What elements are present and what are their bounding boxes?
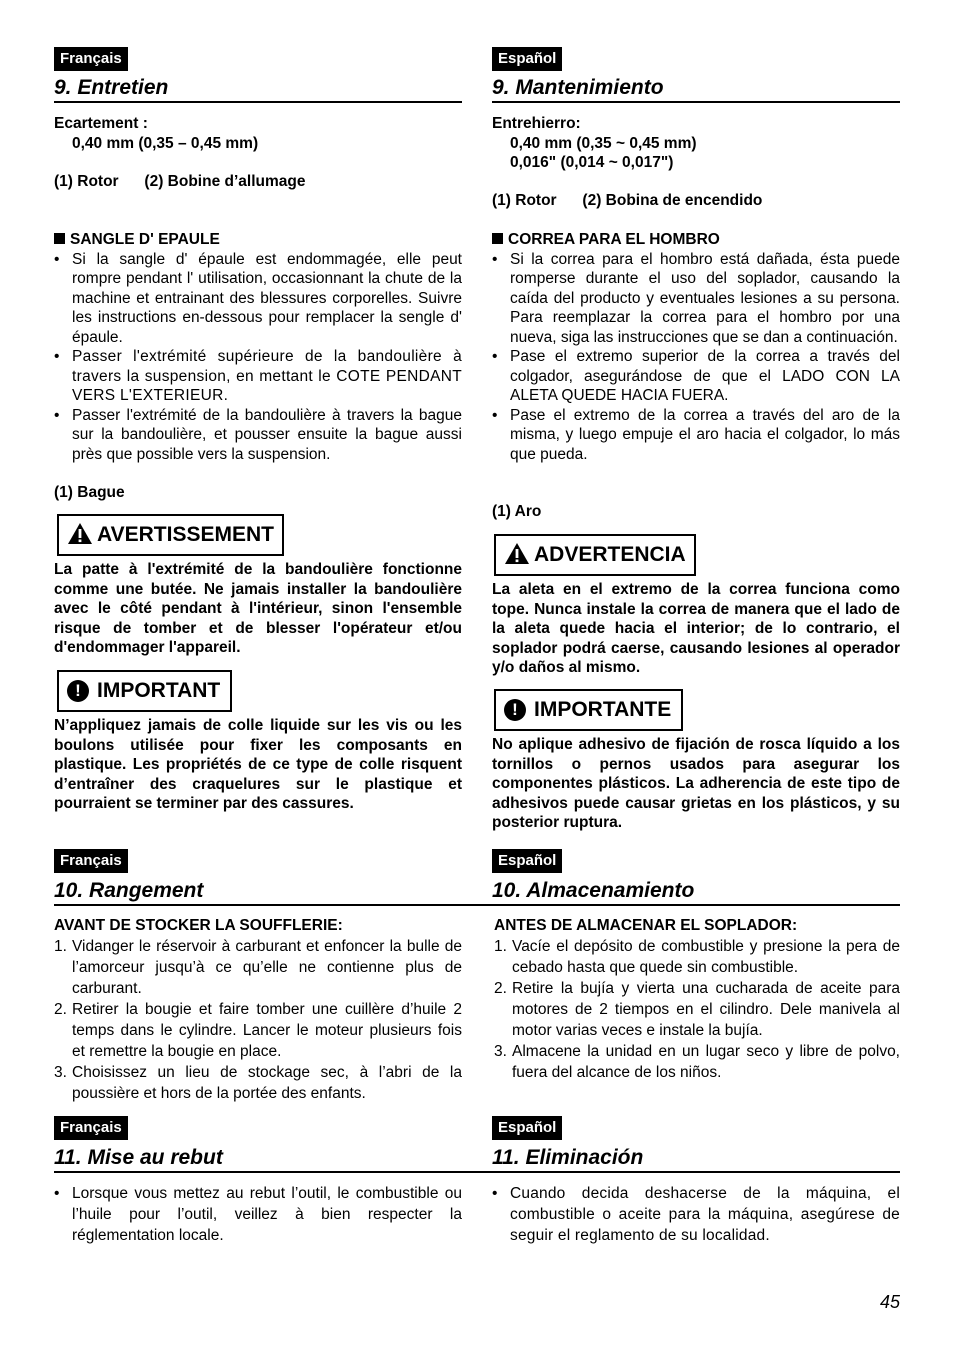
strap-heading: SANGLE D' EPAULE xyxy=(54,230,462,250)
lang-tag-es-11 xyxy=(492,1116,562,1140)
list-item: • Pase el extremo de la correa a través del aro de la misma, y luego empuje el aro hacia el colgador, lo más que pueda. xyxy=(492,406,900,465)
section-11-rule xyxy=(54,1146,900,1173)
section-title: 9. Mantenimiento xyxy=(492,76,900,103)
storage-section-es xyxy=(494,916,900,1083)
disposal-fr xyxy=(54,1183,462,1246)
list-item: 1. Vacíe el depósito de combustible y presione la pera de cebado hasta que quede sin combustible. xyxy=(494,937,900,976)
gap-value: 0,40 mm (0,35 ~ 0,45 mm) xyxy=(510,134,697,152)
gap-spec-es xyxy=(492,114,900,173)
section-title-fr: 11. Mise au rebut 11. Eliminación xyxy=(54,1146,900,1173)
list-item: • Passer l'extrémité supérieure de la bandoulière à travers la suspension, en mettant le COTE PENDANT VERS L'EXTERIEUR. xyxy=(54,347,462,406)
warning-box-fr xyxy=(57,514,284,556)
disposal-list xyxy=(492,1183,900,1246)
figure-parts-es: (1) Rotor (2) Bobina de encendido xyxy=(492,192,763,209)
lang-label: Français xyxy=(54,1116,128,1140)
section-9-es xyxy=(492,76,900,103)
list-item: • Si la sangle d' épaule est endommagée, elle peut rompre pendant l' utilisation, occasionnant la chute de la machine et entrainant des blessures corporelles. Suivre les instructions en-dessous pour remplacer la sengle d' épaule. xyxy=(54,250,462,348)
warning-box-es xyxy=(494,534,696,576)
important-text-fr: N’appliquez jamais de colle liquide sur les vis ou les boulons utilisée pour fixer les composants en plastique. Les propriétés de ce type de colle risquent d’entraîner des craquelures sur le plastique et pourraient se terminer par des cassures. xyxy=(54,717,462,812)
important-text-es: No aplique adhesivo de fijación de rosca líquido a los tornillos o pernos usados para asegurar los componentes plásticos. La adherencia de este tipo de adhesivos puede causar grietas en los plásticos, y su posterior ruptura. xyxy=(492,736,900,831)
list-item: • Passer l'extrémité de la bandoulière à travers la bague sur la bandoulière, et pousser ensuite la bague aussi près que possible vers la suspension. xyxy=(54,406,462,465)
lang-label: Español xyxy=(492,849,562,873)
list-item: 3. Almacene la unidad en un lugar seco y libre de polvo, fuera del alcance de los niños. xyxy=(494,1042,900,1081)
disposal-list xyxy=(54,1183,462,1246)
warning-title-box: ADVERTENCIA xyxy=(494,534,696,576)
lang-tag-fr-11 xyxy=(54,1116,128,1140)
section-title-fr: 10. Rangement 10. Almacenamiento xyxy=(54,879,900,906)
lang-tag-fr-9 xyxy=(54,47,128,71)
page-number: 45 xyxy=(879,1292,900,1312)
warning-text-es: La aleta en el extremo de la correa funciona como tope. Nunca instale la correa de manera que el lado de la aleta quede hacia el interior; de lo contrario, el soplador podrá caerse, causando lesiones al operador y/o daños al mismo. xyxy=(492,581,900,676)
section-10-rule xyxy=(54,879,900,906)
gap-value: 0,40 mm (0,35 – 0,45 mm) xyxy=(72,134,259,152)
warning-title-box: AVERTISSEMENT xyxy=(57,514,284,556)
important-box-fr xyxy=(57,670,232,712)
section-title-es: 10. Almacenamiento xyxy=(492,879,695,902)
lang-label: Français xyxy=(54,47,128,71)
exclamation-icon: ! xyxy=(504,699,526,721)
strap-section-es xyxy=(492,230,900,464)
storage-steps xyxy=(54,936,462,1104)
important-title-box: ! IMPORTANTE xyxy=(494,689,683,731)
list-item: 1. Vidanger le réservoir à carburant et enfoncer la bulle de l’amorceur jusqu’à ce qu’elle ne contienne plus de carburant. xyxy=(54,937,462,997)
warning-triangle-icon xyxy=(67,522,93,545)
list-item: 3. Choisissez un lieu de stockage sec, à l’abri de la poussière et hors de la portée des enfants. xyxy=(54,1063,462,1102)
gap-label: Ecartement : xyxy=(54,115,148,132)
lang-tag-es-10 xyxy=(492,849,562,873)
important-box-es xyxy=(494,689,683,731)
ring-label-es: (1) Aro xyxy=(492,503,542,520)
square-bullet-icon xyxy=(54,233,65,244)
storage-steps xyxy=(494,936,900,1083)
lang-label: Español xyxy=(492,47,562,71)
lang-tag-es-9 xyxy=(492,47,562,71)
list-item: • Cuando decida deshacerse de la máquina, el combustible o aceite para la máquina, asegúrese de seguir el reglamento de su localidad. xyxy=(492,1183,900,1246)
strap-section-fr xyxy=(54,230,462,464)
strap-instructions xyxy=(492,250,900,465)
list-item: • Si la correa para el hombro está dañada, ésta puede romperse durante el uso del soplador, causando la caída del producto y eventuales lesiones a su persona. Para reemplazar la correa para el hombro por una nueva, siga las instrucciones que se dan a continuación. xyxy=(492,250,900,348)
storage-section-fr xyxy=(54,916,462,1104)
section-9-fr xyxy=(54,76,462,103)
strap-instructions xyxy=(54,250,462,465)
list-item: 2. Retire la bujía y vierta una cucharada de aceite para motores de 2 tiempos en el cilindro. Dele manivela al motor varias veces e instale la bujía. xyxy=(494,979,900,1039)
square-bullet-icon xyxy=(492,233,503,244)
list-item: • Pase el extremo superior de la correa a través del colgador, asegurándose de que el LADO CON LA ALETA QUEDE HACIA FUERA. xyxy=(492,347,900,406)
lang-label: Español xyxy=(492,1116,562,1140)
strap-heading: CORREA PARA EL HOMBRO xyxy=(492,230,900,250)
disposal-es xyxy=(492,1183,900,1246)
warning-triangle-icon xyxy=(504,542,530,565)
section-title: 9. Entretien xyxy=(54,76,462,103)
exclamation-icon: ! xyxy=(67,680,89,702)
lang-label: Français xyxy=(54,849,128,873)
storage-heading: ANTES DE ALMACENAR EL SOPLADOR: xyxy=(494,917,798,934)
list-item: • Lorsque vous mettez au rebut l’outil, le combustible ou l’huile pour l’outil, veillez à bien respecter la réglementation locale. xyxy=(54,1183,462,1246)
lang-tag-fr-10 xyxy=(54,849,128,873)
gap-value-inches: 0,016" (0,014 ~ 0,017") xyxy=(510,154,674,171)
list-item: 2. Retirer la bougie et faire tomber une cuillère d’huile 2 temps dans le cylindre. Lancer le moteur plusieurs fois et remettre la bougie en place. xyxy=(54,1000,462,1060)
ring-label-fr: (1) Bague xyxy=(54,484,125,501)
figure-parts-fr: (1) Rotor (2) Bobine d’allumage xyxy=(54,173,306,190)
warning-text-fr: La patte à l'extrémité de la bandoulière fonctionne comme une butée. Ne jamais installer la bandoulière avec le côté pendant à l'intérieur, sinon l'ensemble risque de tomber et de blesser l'opérateur et/ou d'endommager l'appareil. xyxy=(54,561,462,656)
storage-heading: AVANT DE STOCKER LA SOUFFLERIE: xyxy=(54,917,343,934)
gap-spec-fr xyxy=(54,114,462,153)
important-title-box: ! IMPORTANT xyxy=(57,670,232,712)
section-title-es: 11. Eliminación xyxy=(492,1146,644,1169)
gap-label: Entrehierro: xyxy=(492,115,581,132)
